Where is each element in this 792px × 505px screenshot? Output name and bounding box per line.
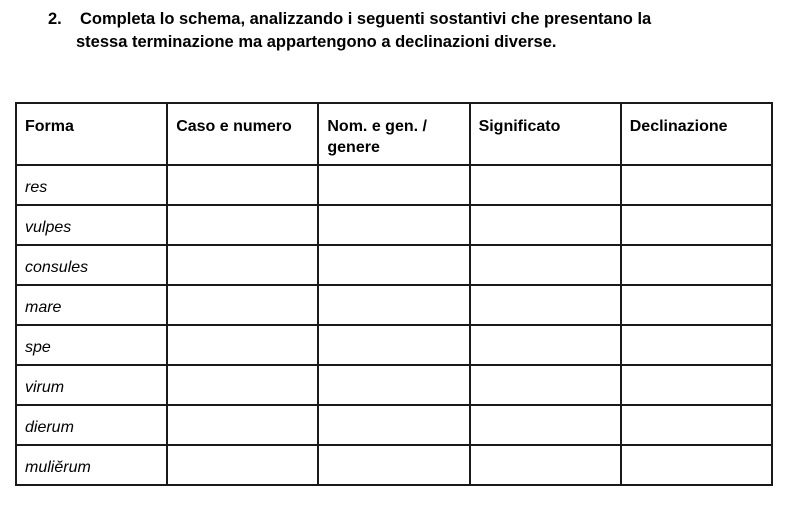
cell-forma: vulpes	[16, 205, 167, 245]
cell-significato[interactable]	[470, 245, 621, 285]
table-row	[16, 245, 772, 285]
cell-caso-numero[interactable]	[167, 245, 318, 285]
cell-caso-numero[interactable]	[167, 365, 318, 405]
cell-declinazione[interactable]	[621, 405, 772, 445]
cell-forma: consules	[16, 245, 167, 285]
table-row	[16, 405, 772, 445]
cell-nom-gen-genere[interactable]	[318, 245, 469, 285]
header-caso-numero: Caso e numero	[167, 103, 318, 165]
header-significato: Significato	[470, 103, 621, 165]
cell-declinazione[interactable]	[621, 365, 772, 405]
cell-declinazione[interactable]	[621, 245, 772, 285]
cell-forma: res	[16, 165, 167, 205]
cell-nom-gen-genere[interactable]	[318, 445, 469, 485]
header-forma: Forma	[16, 103, 167, 165]
cell-significato[interactable]	[470, 445, 621, 485]
cell-declinazione[interactable]	[621, 325, 772, 365]
cell-caso-numero[interactable]	[167, 165, 318, 205]
table-row	[16, 325, 772, 365]
cell-nom-gen-genere[interactable]	[318, 165, 469, 205]
cell-nom-gen-genere[interactable]	[318, 365, 469, 405]
table-header-row	[16, 103, 772, 165]
cell-significato[interactable]	[470, 165, 621, 205]
table-row	[16, 365, 772, 405]
cell-significato[interactable]	[470, 285, 621, 325]
cell-forma: mare	[16, 285, 167, 325]
cell-nom-gen-genere[interactable]	[318, 405, 469, 445]
table-row	[16, 205, 772, 245]
header-declinazione: Declinazione	[621, 103, 772, 165]
cell-declinazione[interactable]	[621, 165, 772, 205]
cell-caso-numero[interactable]	[167, 325, 318, 365]
cell-caso-numero[interactable]	[167, 285, 318, 325]
cell-declinazione[interactable]	[621, 285, 772, 325]
cell-significato[interactable]	[470, 365, 621, 405]
table-row	[16, 285, 772, 325]
cell-nom-gen-genere[interactable]	[318, 205, 469, 245]
analysis-table	[15, 102, 773, 486]
table-row	[16, 445, 772, 485]
cell-forma: virum	[16, 365, 167, 405]
cell-forma: dierum	[16, 405, 167, 445]
instruction-line-2: stessa terminazione ma appartengono a declinazioni diverse.	[76, 33, 557, 51]
cell-significato[interactable]	[470, 405, 621, 445]
table-row	[16, 165, 772, 205]
cell-caso-numero[interactable]	[167, 405, 318, 445]
cell-significato[interactable]	[470, 325, 621, 365]
cell-declinazione[interactable]	[621, 445, 772, 485]
cell-significato[interactable]	[470, 205, 621, 245]
instruction-line-1: Completa lo schema, analizzando i seguenti sostantivi che presentano la	[80, 10, 652, 28]
cell-nom-gen-genere[interactable]	[318, 325, 469, 365]
cell-forma: spe	[16, 325, 167, 365]
header-nom-gen-genere: Nom. e gen. / genere	[318, 103, 469, 165]
cell-nom-gen-genere[interactable]	[318, 285, 469, 325]
cell-caso-numero[interactable]	[167, 205, 318, 245]
cell-declinazione[interactable]	[621, 205, 772, 245]
exercise-instruction	[48, 8, 768, 54]
exercise-number: 2.	[48, 10, 62, 28]
cell-caso-numero[interactable]	[167, 445, 318, 485]
cell-forma: muliĕrum	[16, 445, 167, 485]
